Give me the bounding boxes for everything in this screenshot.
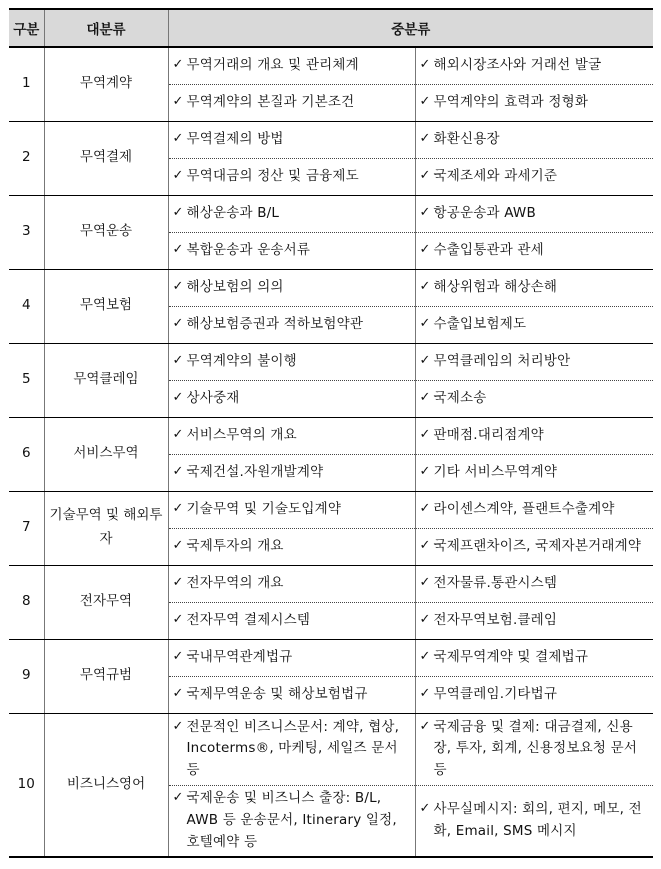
major-category: 무역결제: [44, 121, 168, 195]
mid-category-text: 해상보험의 의의: [186, 278, 284, 295]
row-number: 6: [9, 417, 44, 491]
check-icon: ✓: [419, 130, 431, 146]
check-icon: ✓: [419, 801, 431, 817]
major-category: 기술무역 및 해외투자: [44, 491, 168, 565]
table-row: [9, 491, 653, 528]
mid-category-cell: [168, 454, 415, 491]
mid-category-item: [420, 647, 650, 669]
row-number: 5: [9, 343, 44, 417]
major-category: 무역클레임: [44, 343, 168, 417]
mid-category-item: [420, 573, 650, 595]
mid-category-item: [173, 166, 411, 188]
mid-category-text: 국제조세와 과세기준: [433, 167, 558, 184]
check-icon: ✓: [172, 611, 184, 627]
mid-category-text: 기술무역 및 기술도입계약: [186, 500, 342, 517]
mid-category-cell: [168, 676, 415, 713]
header-major-category: 대분류: [44, 9, 168, 47]
check-icon: ✓: [419, 463, 431, 479]
table-row: [9, 269, 653, 306]
row-number: 2: [9, 121, 44, 195]
mid-category-item: [173, 684, 411, 706]
mid-category-cell: [415, 232, 653, 269]
mid-category-cell: [168, 639, 415, 676]
row-number: 8: [9, 565, 44, 639]
check-icon: ✓: [419, 389, 431, 405]
mid-category-cell: [168, 306, 415, 343]
mid-category-item: [173, 351, 411, 373]
check-icon: ✓: [172, 648, 184, 664]
check-icon: ✓: [172, 718, 184, 734]
mid-category-item: [420, 351, 650, 373]
mid-category-item: [173, 788, 411, 853]
mid-category-cell: [168, 269, 415, 306]
check-icon: ✓: [172, 500, 184, 516]
mid-category-text: 국제소송: [433, 389, 487, 406]
mid-category-cell: [415, 121, 653, 158]
mid-category-cell: [415, 417, 653, 454]
mid-category-text: 항공운송과 AWB: [433, 204, 536, 221]
mid-category-cell: [415, 380, 653, 417]
check-icon: ✓: [419, 685, 431, 701]
check-icon: ✓: [419, 56, 431, 72]
mid-category-text: 국제무역운송 및 해상보험법규: [186, 685, 368, 702]
mid-category-item: [420, 536, 650, 558]
major-category: 무역규범: [44, 639, 168, 713]
mid-category-text: 무역대금의 정산 및 금융제도: [186, 167, 359, 184]
check-icon: ✓: [172, 790, 184, 806]
mid-category-cell: [415, 602, 653, 639]
mid-category-item: [173, 314, 411, 336]
mid-category-cell: [415, 269, 653, 306]
mid-category-cell: [415, 491, 653, 528]
mid-category-text: 복합운송과 운송서류: [186, 241, 311, 258]
check-icon: ✓: [419, 537, 431, 553]
mid-category-item: [173, 388, 411, 410]
major-category: 서비스무역: [44, 417, 168, 491]
mid-category-text: 무역계약의 불이행: [186, 352, 297, 369]
row-number: 1: [9, 47, 44, 121]
mid-category-item: [173, 647, 411, 669]
mid-category-cell: [415, 785, 653, 857]
mid-category-cell: [415, 306, 653, 343]
mid-category-item: [173, 499, 411, 521]
mid-category-cell: [168, 713, 415, 785]
check-icon: ✓: [419, 93, 431, 109]
mid-category-item: [173, 203, 411, 225]
mid-category-text: 무역결제의 방법: [186, 130, 284, 147]
mid-category-text: 국제운송 및 비즈니스 출장: B/L, AWB 등 운송문서, Itinerary 일정, 호텔예약 등: [186, 790, 397, 850]
mid-category-item: [173, 240, 411, 262]
check-icon: ✓: [172, 315, 184, 331]
mid-category-text: 수출입보험제도: [433, 315, 527, 332]
mid-category-cell: [168, 602, 415, 639]
header-gubun: 구분: [9, 9, 44, 47]
mid-category-cell: [415, 565, 653, 602]
mid-category-item: [420, 462, 650, 484]
header-mid-category: 중분류: [168, 9, 653, 47]
check-icon: ✓: [172, 537, 184, 553]
check-icon: ✓: [172, 278, 184, 294]
row-number: 9: [9, 639, 44, 713]
check-icon: ✓: [419, 352, 431, 368]
mid-category-text: 해상운송과 B/L: [186, 204, 280, 221]
check-icon: ✓: [172, 389, 184, 405]
mid-category-cell: [415, 528, 653, 565]
major-category: 무역보험: [44, 269, 168, 343]
table-row: [9, 195, 653, 232]
check-icon: ✓: [419, 611, 431, 627]
mid-category-cell: [168, 195, 415, 232]
mid-category-item: [420, 799, 650, 842]
check-icon: ✓: [172, 204, 184, 220]
mid-category-cell: [168, 785, 415, 857]
check-icon: ✓: [419, 167, 431, 183]
mid-category-text: 화환신용장: [433, 130, 500, 147]
mid-category-cell: [168, 232, 415, 269]
table-row: [9, 47, 653, 84]
table-row: [9, 565, 653, 602]
mid-category-item: [420, 684, 650, 706]
mid-category-text: 무역클레임.기타법규: [433, 685, 558, 702]
mid-category-cell: [415, 343, 653, 380]
mid-category-item: [173, 462, 411, 484]
table-row: [9, 713, 653, 785]
check-icon: ✓: [419, 204, 431, 220]
check-icon: ✓: [172, 685, 184, 701]
mid-category-item: [173, 573, 411, 595]
mid-category-cell: [168, 158, 415, 195]
mid-category-text: 판매점.대리점계약: [433, 426, 544, 443]
mid-category-text: 국제건설.자원개발계약: [186, 463, 324, 480]
mid-category-item: [173, 610, 411, 632]
mid-category-cell: [415, 47, 653, 84]
curriculum-table-wrapper: [9, 8, 653, 858]
check-icon: ✓: [419, 241, 431, 257]
mid-category-text: 해외시장조사와 거래선 발굴: [433, 56, 602, 73]
major-category: 전자무역: [44, 565, 168, 639]
check-icon: ✓: [172, 574, 184, 590]
mid-category-text: 전문적인 비즈니스문서: 계약, 협상, Incoterms®, 마케팅, 세일즈 문서 등: [186, 718, 400, 778]
row-number: 4: [9, 269, 44, 343]
mid-category-item: [173, 129, 411, 151]
mid-category-item: [420, 129, 650, 151]
check-icon: ✓: [172, 241, 184, 257]
major-category: 무역운송: [44, 195, 168, 269]
mid-category-item: [420, 203, 650, 225]
check-icon: ✓: [419, 278, 431, 294]
mid-category-cell: [168, 47, 415, 84]
mid-category-item: [420, 388, 650, 410]
curriculum-table: [9, 8, 653, 858]
mid-category-item: [173, 425, 411, 447]
mid-category-cell: [168, 565, 415, 602]
mid-category-text: 사무실메시지: 회의, 편지, 메모, 전화, Email, SMS 메시지: [433, 801, 642, 839]
mid-category-text: 국제무역계약 및 결제법규: [433, 648, 589, 665]
mid-category-item: [173, 55, 411, 77]
mid-category-item: [420, 166, 650, 188]
mid-category-text: 라이센스계약, 플랜트수출계약: [433, 500, 615, 517]
mid-category-cell: [415, 84, 653, 121]
mid-category-cell: [168, 343, 415, 380]
table-row: [9, 639, 653, 676]
table-header-row: [9, 9, 653, 47]
mid-category-text: 전자무역보험.클레임: [433, 611, 558, 628]
row-number: 10: [9, 713, 44, 857]
mid-category-text: 기타 서비스무역계약: [433, 463, 558, 480]
check-icon: ✓: [419, 500, 431, 516]
check-icon: ✓: [172, 56, 184, 72]
mid-category-cell: [168, 417, 415, 454]
row-number: 7: [9, 491, 44, 565]
mid-category-item: [420, 425, 650, 447]
mid-category-item: [420, 277, 650, 299]
mid-category-text: 국제금융 및 결제: 대금결제, 신용장, 투자, 회계, 신용정보요청 문서 등: [433, 718, 638, 778]
major-category: 비즈니스영어: [44, 713, 168, 857]
mid-category-cell: [415, 454, 653, 491]
mid-category-text: 국내무역관계법규: [186, 648, 293, 665]
table-row: [9, 417, 653, 454]
mid-category-cell: [168, 121, 415, 158]
mid-category-text: 전자무역의 개요: [186, 574, 284, 591]
mid-category-cell: [168, 528, 415, 565]
mid-category-item: [420, 314, 650, 336]
mid-category-cell: [415, 713, 653, 785]
mid-category-text: 상사중재: [186, 389, 240, 406]
mid-category-text: 국제투자의 개요: [186, 537, 284, 554]
check-icon: ✓: [419, 315, 431, 331]
mid-category-text: 무역거래의 개요 및 관리체계: [186, 56, 359, 73]
check-icon: ✓: [172, 463, 184, 479]
mid-category-item: [420, 55, 650, 77]
mid-category-cell: [415, 676, 653, 713]
row-number: 3: [9, 195, 44, 269]
mid-category-text: 전자무역 결제시스템: [186, 611, 311, 628]
major-category: 무역계약: [44, 47, 168, 121]
mid-category-text: 수출입통관과 관세: [433, 241, 544, 258]
mid-category-text: 무역계약의 본질과 기본조건: [186, 93, 355, 110]
mid-category-item: [420, 240, 650, 262]
mid-category-text: 해상위험과 해상손해: [433, 278, 558, 295]
mid-category-text: 국제프랜차이즈, 국제자본거래계약: [433, 537, 642, 554]
check-icon: ✓: [419, 574, 431, 590]
mid-category-item: [173, 92, 411, 114]
mid-category-item: [420, 610, 650, 632]
mid-category-cell: [415, 195, 653, 232]
check-icon: ✓: [172, 130, 184, 146]
check-icon: ✓: [419, 718, 431, 734]
mid-category-text: 무역계약의 효력과 정형화: [433, 93, 589, 110]
mid-category-cell: [168, 491, 415, 528]
table-body: [9, 47, 653, 857]
table-row: [9, 121, 653, 158]
check-icon: ✓: [419, 648, 431, 664]
mid-category-item: [173, 717, 411, 782]
mid-category-cell: [415, 639, 653, 676]
check-icon: ✓: [172, 352, 184, 368]
check-icon: ✓: [172, 426, 184, 442]
table-row: [9, 343, 653, 380]
mid-category-item: [420, 499, 650, 521]
check-icon: ✓: [172, 167, 184, 183]
mid-category-item: [420, 717, 650, 782]
mid-category-text: 전자물류.통관시스템: [433, 574, 558, 591]
mid-category-cell: [168, 380, 415, 417]
mid-category-cell: [415, 158, 653, 195]
mid-category-item: [173, 277, 411, 299]
mid-category-text: 서비스무역의 개요: [186, 426, 297, 443]
check-icon: ✓: [172, 93, 184, 109]
mid-category-text: 무역클레임의 처리방안: [433, 352, 571, 369]
mid-category-item: [173, 536, 411, 558]
check-icon: ✓: [419, 426, 431, 442]
mid-category-item: [420, 92, 650, 114]
mid-category-text: 해상보험증권과 적하보험약관: [186, 315, 364, 332]
mid-category-cell: [168, 84, 415, 121]
